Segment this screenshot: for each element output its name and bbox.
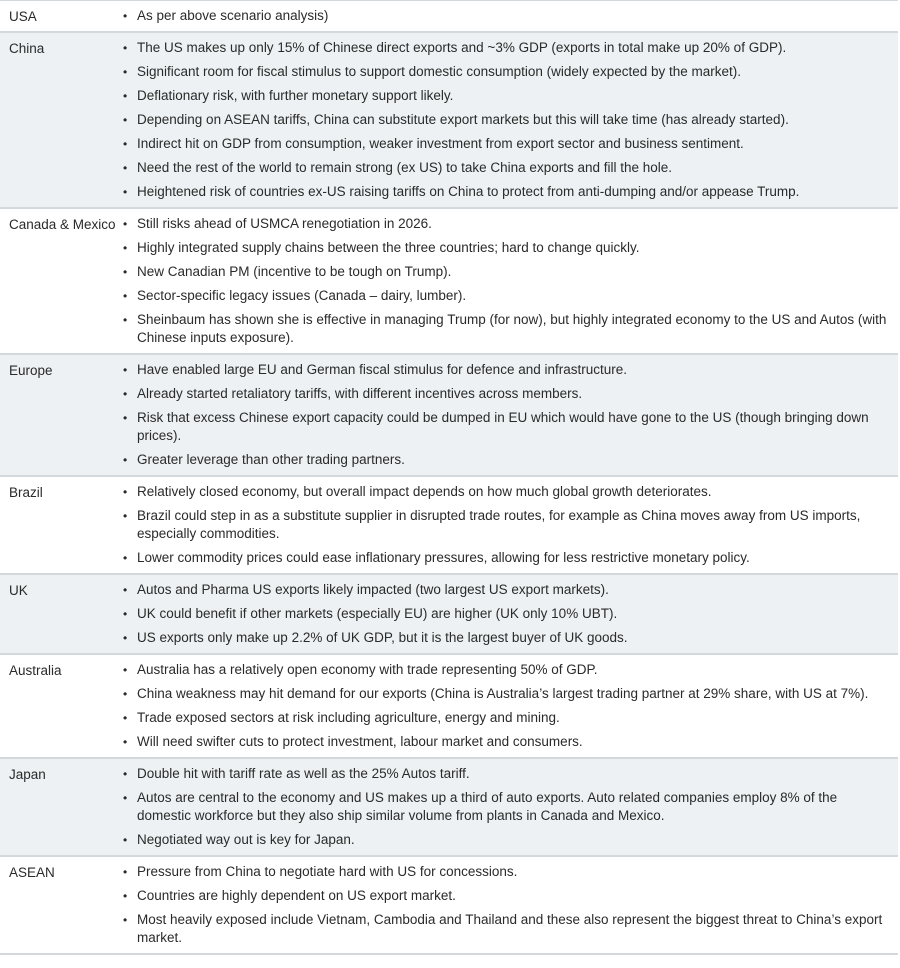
bullet-point: • Double hit with tariff rate as well as the 25% Autos tariff. [121, 765, 888, 783]
bullet-list [121, 483, 888, 567]
table-row [0, 574, 898, 654]
bullet-list [121, 215, 888, 347]
bullet-point: • Australia has a relatively open economy with trade representing 50% of GDP. [121, 661, 888, 679]
bullet-list [121, 361, 888, 469]
bullet-point: • Significant room for fiscal stimulus to support domestic consumption (widely expected by the market). [121, 63, 888, 81]
bullet-list [121, 39, 888, 201]
table-row [0, 208, 898, 354]
country-cell: Europe [9, 363, 53, 378]
bullet-point: • Sheinbaum has shown she is effective in managing Trump (for now), but highly integrated economy to the US and Autos (with Chinese inputs exposure). [121, 311, 888, 347]
points-cell [121, 574, 898, 654]
bullet-point: • Greater leverage than other trading partners. [121, 451, 888, 469]
bullet-list [121, 581, 888, 647]
bullet-point: • UK could benefit if other markets (especially EU) are higher (UK only 10% UBT). [121, 605, 888, 623]
bullet-point: • Lower commodity prices could ease inflationary pressures, allowing for less restrictive monetary policy. [121, 549, 888, 567]
table-row [0, 856, 898, 954]
bullet-list [121, 863, 888, 947]
country-cell: Japan [9, 767, 46, 782]
table-row [0, 758, 898, 856]
country-cell: USA [9, 9, 37, 24]
points-cell [121, 208, 898, 354]
bullet-point: • Still risks ahead of USMCA renegotiation in 2026. [121, 215, 888, 233]
bullet-list [121, 661, 888, 751]
bullet-point: • Deflationary risk, with further monetary support likely. [121, 87, 888, 105]
bullet-point: • Most heavily exposed include Vietnam, Cambodia and Thailand and these also represent the biggest threat to China’s export market. [121, 911, 888, 947]
points-cell [121, 856, 898, 954]
points-cell [121, 758, 898, 856]
bullet-point: • Relatively closed economy, but overall impact depends on how much global growth deteriorates. [121, 483, 888, 501]
country-cell: UK [9, 583, 28, 598]
country-cell: China [9, 41, 45, 56]
bullet-point: • Have enabled large EU and German fiscal stimulus for defence and infrastructure. [121, 361, 888, 379]
bullet-point: • Need the rest of the world to remain strong (ex US) to take China exports and fill the hole. [121, 159, 888, 177]
bullet-point: • Depending on ASEAN tariffs, China can substitute export markets but this will take time (has already started). [121, 111, 888, 129]
bullet-point: • As per above scenario analysis) [121, 7, 888, 25]
bullet-point: • Pressure from China to negotiate hard with US for concessions. [121, 863, 888, 881]
table-row [0, 1, 898, 33]
country-cell: Canada & Mexico [9, 217, 116, 232]
bullet-point: • New Canadian PM (incentive to be tough on Trump). [121, 263, 888, 281]
bullet-list [121, 7, 888, 25]
table-row [0, 476, 898, 574]
points-cell [121, 1, 898, 33]
bullet-point: • Sector-specific legacy issues (Canada – dairy, lumber). [121, 287, 888, 305]
table-row [0, 354, 898, 476]
bullet-point: • Negotiated way out is key for Japan. [121, 831, 888, 849]
points-cell [121, 654, 898, 758]
bullet-list [121, 765, 888, 849]
bullet-point: • The US makes up only 15% of Chinese direct exports and ~3% GDP (exports in total make up 20% of GDP). [121, 39, 888, 57]
country-cell: ASEAN [9, 865, 55, 880]
bullet-point: • Will need swifter cuts to protect investment, labour market and consumers. [121, 733, 888, 751]
bullet-point: • Trade exposed sectors at risk including agriculture, energy and mining. [121, 709, 888, 727]
bullet-point: • Autos are central to the economy and US makes up a third of auto exports. Auto related companies employ 8% of the domestic workforce but they also ship similar volume from plants in Canada and Mexico. [121, 789, 888, 825]
bullet-point: • Brazil could step in as a substitute supplier in disrupted trade routes, for example as China moves away from US imports, especially commodities. [121, 507, 888, 543]
bullet-point: • Autos and Pharma US exports likely impacted (two largest US export markets). [121, 581, 888, 599]
points-cell [121, 354, 898, 476]
bullet-point: • Countries are highly dependent on US export market. [121, 887, 888, 905]
bullet-point: • China weakness may hit demand for our exports (China is Australia’s largest trading partner at 29% share, with US at 7%). [121, 685, 888, 703]
table-row [0, 654, 898, 758]
bullet-point: • Already started retaliatory tariffs, with different incentives across members. [121, 385, 888, 403]
country-cell: Australia [9, 663, 62, 678]
points-cell [121, 32, 898, 208]
bullet-point: • US exports only make up 2.2% of UK GDP, but it is the largest buyer of UK goods. [121, 629, 888, 647]
table-body [0, 1, 898, 955]
bullet-point: • Highly integrated supply chains between the three countries; hard to change quickly. [121, 239, 888, 257]
bullet-point: • Heightened risk of countries ex-US raising tariffs on China to protect from anti-dumping and/or appease Trump. [121, 183, 888, 201]
bullet-point: • Risk that excess Chinese export capacity could be dumped in EU which would have gone to the US (though bringing down prices). [121, 409, 888, 445]
table-row [0, 32, 898, 208]
country-cell: Brazil [9, 485, 43, 500]
points-cell [121, 476, 898, 574]
bullet-point: • Indirect hit on GDP from consumption, weaker investment from export sector and business sentiment. [121, 135, 888, 153]
